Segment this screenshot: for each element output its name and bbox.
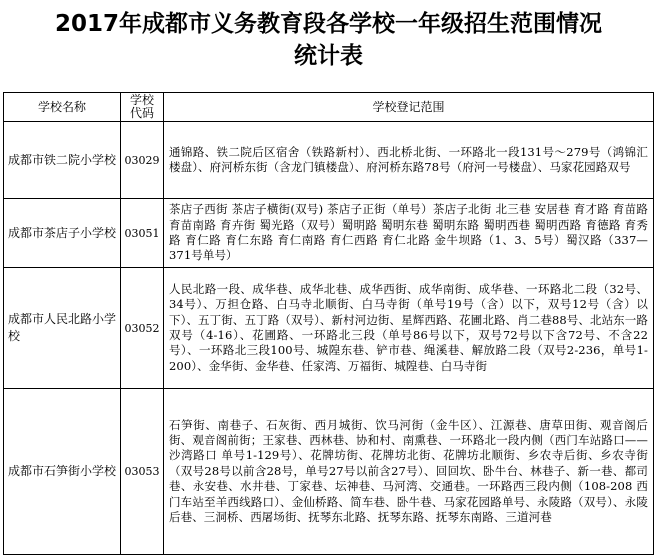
school-name-cell: 成都市铁二院小学校 [4,122,121,199]
school-code-cell: 03051 [121,199,164,268]
table-row [4,268,654,389]
table-row [4,122,654,199]
school-name-cell: 成都市石笋街小学校 [4,389,121,555]
school-name-cell: 成都市茶店子小学校 [4,199,121,268]
title-line-2: 统计表 [294,43,363,69]
enrollment-table [3,92,654,555]
address-range-cell [164,268,654,389]
school-name-cell: 成都市人民北路小学校 [4,268,121,389]
header-address-range: 学校登记范围 [164,93,654,122]
header-school-code: 学校代码 [121,93,164,122]
title-line-1: 2017年成都市义务教育段各学校一年级招生范围情况 [54,11,602,37]
address-text: 茶店子西街 茶店子横街(双号) 茶店子正街（单号）茶店子北街 北三巷 安居巷 育才路 育苗路 育苗南路 育卉街 蜀光路（双号）蜀明路 蜀明东巷 蜀明东路 蜀明西巷 蜀明西路 育德路 育秀路 育仁路 育仁东路 育仁南路 育仁西路 育仁北路 金牛坝路（1、3、5号）蜀汉路（337—371号单号） [169,202,648,263]
header-school-name: 学校名称 [4,93,121,122]
school-code-cell: 03052 [121,268,164,389]
address-text: 人民北路一段、成华巷、成华北巷、成华西街、成华南街、成华巷、一环路北二段（32号、34号）、万担仓路、白马寺北顺街、白马寺街（单号19号（含）以下，双号12号（含）以下）、五丁街、五丁路（双号）、新村河边街、星辉西路、花圃北路、肖二巷88号、北站东一路双号（4-16）、花圃路、一环路北三段（单号86号以下，双号72号以下含72号、不含22号）、一环路北三段100号、城隍东巷、铲市巷、绳溪巷、解放路二段（双号2-236，单号1-200）、金华街、金华巷、任家湾、万福街、城隍巷、白马寺街 [169,281,648,373]
address-range-cell [164,122,654,199]
school-code-cell: 03053 [121,389,164,555]
address-text: 石笋街、南巷子、石灰街、西月城街、饮马河街（金牛区）、江源巷、唐草田街、观音阁后街、观音阁前街；王家巷、西林巷、协和村、南熏巷、一环路北一段内侧（西门车站路口——沙湾路口 单号1-129号）、花牌坊街、花牌坊北街、花牌坊北顺街、乡农寺后街、乡农寺街（双号28号以前含28号，单号27号以前含27号）、回回坎、卧牛台、林巷子、新一巷、都司巷、永安巷、水井巷、丁家巷、坛神巷、马河湾、交通巷。一环路西三段内侧（108-208 西门车站至羊西线路口）、金仙桥路、简车巷、卧牛巷、马家花园路单号、永陵路（双号）、永陵后巷、三洞桥、西屠场街、抚琴东北路、抚琴东路、抚琴东南路、三道河巷 [169,417,648,525]
document-title [0,8,657,72]
table-row [4,199,654,268]
address-text: 通锦路、铁二院后区宿舍（铁路新村）、西北桥北街、一环路北一段131号～279号（鸿锦汇楼盘）、府河桥东街（含龙门镇楼盘）、府河桥东路78号（府河一号楼盘）、马家花园路双号 [169,144,648,174]
school-code-cell: 03029 [121,122,164,199]
table-header-row [4,93,654,122]
address-range-cell [164,199,654,268]
